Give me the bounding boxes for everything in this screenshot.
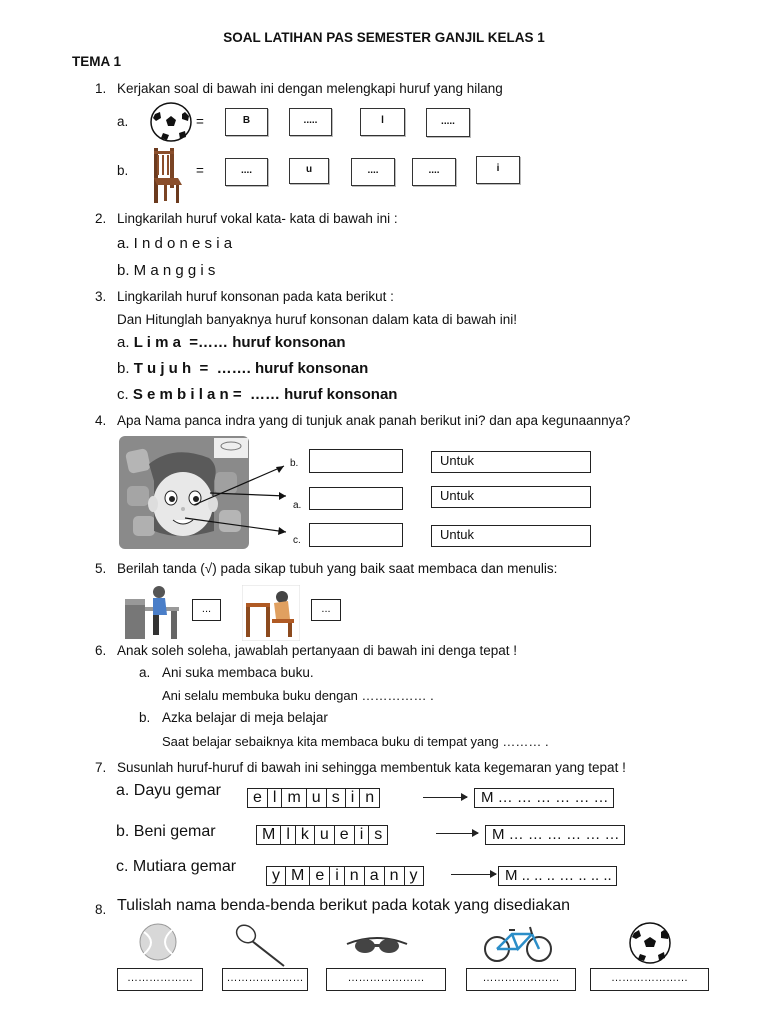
- q3-a-word: L i m a: [133, 334, 181, 351]
- q5-answer-box-1[interactable]: ...: [192, 599, 221, 621]
- q2-b: b. M a n g g i s: [117, 262, 216, 279]
- q1-a-label: a.: [117, 114, 129, 129]
- soccer-ball-image: [145, 102, 197, 142]
- q5-text: Berilah tanda (√) pada sikap tubuh yang baik saat membaca dan menulis:: [117, 561, 558, 576]
- q1-b-label: b.: [117, 163, 129, 178]
- q7-c-letter: y: [267, 867, 286, 885]
- q1-a-box-1[interactable]: B: [225, 108, 268, 136]
- q6-b-question: Azka belajar di meja belajar: [162, 710, 328, 725]
- q7-b-letter: e: [335, 826, 355, 844]
- q4-number: 4.: [95, 413, 107, 428]
- q8-answer-box-3[interactable]: …………………: [326, 968, 446, 991]
- q3-number: 3.: [95, 289, 107, 304]
- q3-b: [117, 360, 368, 377]
- q7-c-letter: a: [365, 867, 385, 885]
- q3-text2: Dan Hitunglah banyaknya huruf konsonan dalam kata di bawah ini!: [117, 312, 518, 327]
- q7-a-letter: s: [327, 789, 346, 807]
- q7-a-letter: i: [346, 789, 361, 807]
- q7-c-letter: e: [310, 867, 330, 885]
- q3-c-rest: = …… huruf konsonan: [228, 386, 398, 403]
- q7-a-letter: l: [268, 789, 283, 807]
- q6-a-question: Ani suka membaca buku.: [162, 665, 314, 680]
- page-title: SOAL LATIHAN PAS SEMESTER GANJIL KELAS 1: [223, 30, 545, 45]
- q1-a-box-4[interactable]: .....: [426, 108, 470, 137]
- q3-a-rest: =…… huruf konsonan: [180, 334, 346, 351]
- q7-b-letter: u: [315, 826, 335, 844]
- badminton-racket-image: [232, 922, 288, 968]
- q3-b-prefix: b.: [117, 360, 134, 377]
- q7-c-letter: n: [385, 867, 405, 885]
- q7-a-answer-box[interactable]: M … … … … … …: [474, 788, 614, 808]
- good-posture-image: [123, 585, 181, 640]
- q3-c: [117, 386, 397, 403]
- q7-a-arrow: [423, 797, 467, 798]
- q1-b-box-5[interactable]: i: [476, 156, 520, 184]
- chair-image: [145, 145, 185, 205]
- q1-text: Kerjakan soal di bawah ini dengan melengkapi huruf yang hilang: [117, 81, 503, 96]
- swimming-goggles-image: [345, 932, 409, 956]
- q7-b-arrow: [436, 833, 478, 834]
- q7-b-letter: l: [281, 826, 296, 844]
- q7-c-label: c. Mutiara gemar: [116, 858, 237, 875]
- q6-b-answer: Saat belajar sebaiknya kita membaca buku di tempat yang ……… .: [162, 734, 549, 749]
- q1-number: 1.: [95, 81, 107, 96]
- bad-posture-image: [242, 585, 300, 641]
- q7-a-letter: e: [248, 789, 268, 807]
- q6-a-label: a.: [139, 665, 151, 680]
- q8-answer-box-2[interactable]: …………………: [222, 968, 308, 991]
- q5-answer-box-2[interactable]: ...: [311, 599, 341, 621]
- q4-untuk-box-c[interactable]: Untuk: [431, 525, 591, 547]
- q7-c-arrow: [451, 874, 496, 875]
- q6-a-answer: Ani selalu membuka buku dengan …………… .: [162, 688, 434, 703]
- q7-c-letters: [266, 866, 424, 886]
- q7-a-letter: u: [307, 789, 327, 807]
- q7-text: Susunlah huruf-huruf di bawah ini sehingga membentuk kata kegemaran yang tepat !: [117, 760, 626, 775]
- soccer-ball-image-2: [626, 921, 674, 965]
- q4-answer-box-b[interactable]: [309, 449, 403, 473]
- q7-b-letter: k: [296, 826, 315, 844]
- q7-a-label: a. Dayu gemar: [116, 782, 221, 799]
- q6-text: Anak soleh soleha, jawablah pertanyaan di bawah ini denga tepat !: [117, 643, 518, 658]
- q7-a-letter: m: [282, 789, 306, 807]
- q8-answer-box-4[interactable]: …………………: [466, 968, 576, 991]
- tennis-ball-image: [136, 922, 180, 962]
- q1-b-box-4[interactable]: ....: [412, 158, 456, 186]
- q3-b-word: T u j u h: [133, 360, 192, 377]
- q4-answer-box-c[interactable]: [309, 523, 403, 547]
- q6-number: 6.: [95, 643, 107, 658]
- q4-label-c: c.: [293, 535, 301, 546]
- bicycle-image: [482, 922, 554, 964]
- q7-number: 7.: [95, 760, 107, 775]
- q4-answer-box-a[interactable]: [309, 487, 403, 510]
- q7-b-letter: i: [355, 826, 370, 844]
- q3-a: [117, 334, 346, 351]
- q7-a-letter: n: [365, 789, 375, 806]
- q4-untuk-box-b[interactable]: Untuk: [431, 451, 591, 473]
- q1-a-box-2[interactable]: .....: [289, 108, 332, 136]
- q7-c-letter: y: [409, 867, 418, 884]
- q1-b-box-2[interactable]: u: [289, 158, 329, 184]
- tema-heading: TEMA 1: [72, 54, 122, 69]
- q7-c-letter: i: [330, 867, 345, 885]
- q3-c-word: S e m b i l a n: [132, 386, 229, 403]
- q2-a: a. I n d o n e s i a: [117, 235, 233, 252]
- q7-b-letter: s: [374, 826, 383, 843]
- q8-answer-box-5[interactable]: …………………: [590, 968, 709, 991]
- q1-b-box-3[interactable]: ....: [351, 158, 395, 186]
- q7-a-letters: [247, 788, 380, 808]
- q2-text: Lingkarilah huruf vokal kata- kata di bawah ini :: [117, 211, 398, 226]
- q3-c-prefix: c.: [117, 386, 133, 403]
- q6-b-label: b.: [139, 710, 151, 725]
- q5-number: 5.: [95, 561, 107, 576]
- q7-c-answer-box[interactable]: M .. .. .. … .. .. ..: [498, 866, 617, 886]
- q7-b-letters: [256, 825, 388, 845]
- q1-b-equals: =: [196, 163, 204, 178]
- q3-text1: Lingkarilah huruf konsonan pada kata berikut :: [117, 289, 394, 304]
- q1-a-box-3[interactable]: l: [360, 108, 405, 136]
- q7-b-letter: M: [257, 826, 281, 844]
- q8-text: Tulislah nama benda-benda berikut pada kotak yang disediakan: [117, 897, 571, 914]
- q4-untuk-box-a[interactable]: Untuk: [431, 486, 591, 508]
- q1-b-box-1[interactable]: ....: [225, 158, 268, 186]
- q8-number: 8.: [95, 902, 107, 917]
- q8-answer-box-1[interactable]: ………………: [117, 968, 203, 991]
- q4-text: Apa Nama panca indra yang di tunjuk anak panah berikut ini? dan apa kegunaannya?: [117, 413, 631, 428]
- q7-b-label: b. Beni gemar: [116, 823, 216, 840]
- q4-label-a: a.: [293, 500, 302, 511]
- q3-a-prefix: a.: [117, 334, 134, 351]
- q1-a-equals: =: [196, 114, 204, 129]
- q2-number: 2.: [95, 211, 107, 226]
- q4-label-b: b.: [290, 458, 299, 469]
- q3-b-rest: = ……. huruf konsonan: [191, 360, 369, 377]
- q7-b-answer-box[interactable]: M … … … … … …: [485, 825, 625, 845]
- q7-c-letter: M: [286, 867, 310, 885]
- q7-c-letter: n: [345, 867, 365, 885]
